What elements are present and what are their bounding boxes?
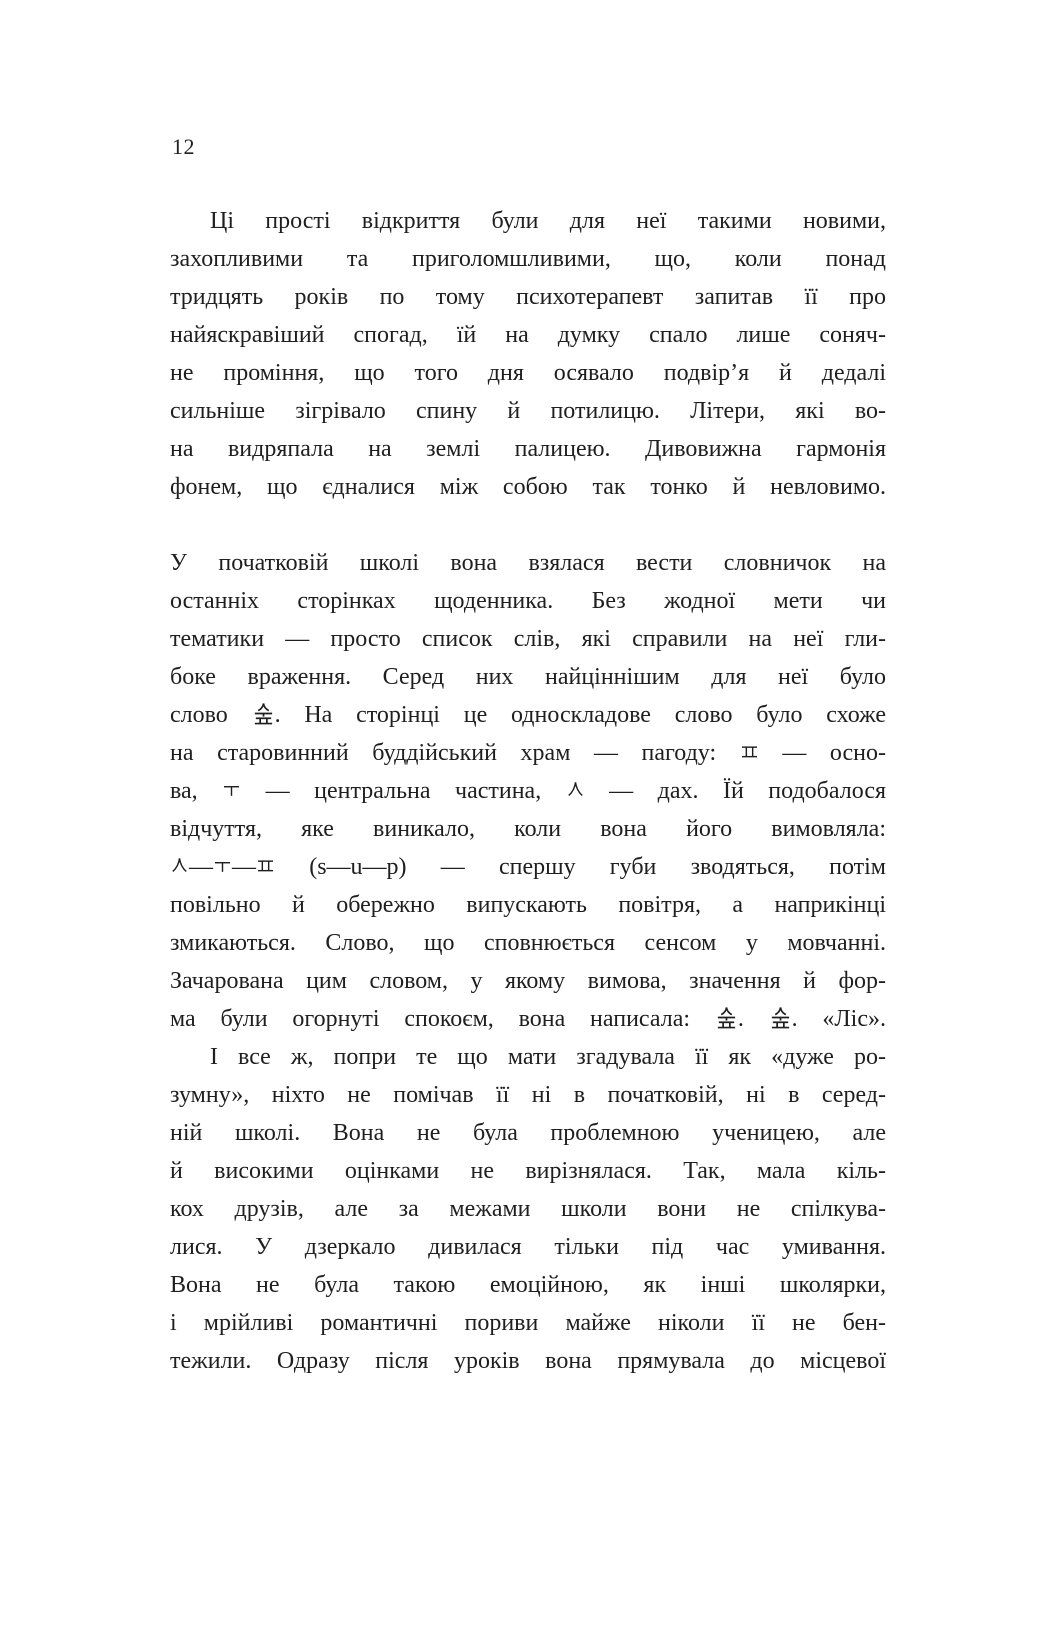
paragraph [170, 544, 886, 1038]
text-line: Ці прості відкриття були для неї такими новими, [210, 208, 886, 234]
text-line: останніх сторінках щоденника. Без жодної мети чи [170, 588, 886, 614]
text-line: тридцять років по тому психотерапевт запитав її про [170, 284, 886, 310]
hangul-jamo-s [170, 856, 189, 875]
hangul-syllable-sup [769, 1006, 792, 1029]
text-line: Зачарована цим словом, у якому вимова, значення й фор- [170, 968, 886, 994]
hangul-jamo-u [213, 856, 232, 875]
text-line: на видряпала на землі палицею. Дивовижна гармонія [170, 436, 886, 462]
text-line: не проміння, що того дня осявало подвір’я й дедалі [170, 360, 886, 386]
text-line: боке враження. Серед них найціннішим для неї було [170, 664, 886, 690]
text-line: лися. У дзеркало дивилася тільки під час умивання. [170, 1234, 886, 1260]
text-line: відчуття, яке виникало, коли вона його вимовляла: [170, 816, 886, 842]
text-line: — — (s—u—p) — спершу губи зводяться, потім [170, 848, 886, 886]
text-line: ма були огорнуті спокоєм, вона написала: . . «Ліс». [170, 1006, 886, 1032]
text-line: У початковій школі вона взялася вести словничок на [170, 550, 886, 576]
text-line: на старовинний буддійський храм — пагоду: — осно- [170, 740, 886, 766]
hangul-jamo-p [740, 742, 759, 761]
text-line: Вона не була такою емоційною, як інші школярки, [170, 1272, 886, 1298]
hangul-jamo-p [256, 856, 275, 875]
hangul-syllable-sup [715, 1006, 738, 1029]
paragraph [170, 1038, 886, 1380]
text-line: повільно й обережно випускають повітря, а наприкінці [170, 892, 886, 918]
text-line: зумну», ніхто не помічав її ні в початковій, ні в серед- [170, 1082, 886, 1108]
text-line: і мрійливі романтичні пориви майже ніколи її не бен- [170, 1310, 886, 1336]
text-line: фонем, що єдналися між собою так тонко й невловимо. [170, 474, 886, 500]
body-text [170, 202, 886, 1380]
paragraph [170, 202, 886, 506]
text-line: тематики — просто список слів, які справили на неї гли- [170, 626, 886, 652]
hangul-syllable-sup [252, 702, 275, 725]
text-line: найяскравіший спогад, їй на думку спало лише соняч- [170, 322, 886, 348]
text-line: змикаються. Слово, що сповнюється сенсом у мовчанні. [170, 930, 886, 956]
hangul-jamo-s [566, 780, 585, 799]
text-line: ва, — центральна частина, — дах. Їй подобалося [170, 778, 887, 804]
text-line: ній школі. Вона не була проблемною ученицею, але [170, 1120, 886, 1146]
text-line: тежили. Одразу після уроків вона прямувала до місцевої [170, 1348, 886, 1374]
text-line: слово . На сторінці це односкладове слово було схоже [170, 702, 887, 728]
text-line: кох друзів, але за межами школи вони не спілкува- [170, 1196, 886, 1222]
hangul-jamo-u [222, 780, 241, 799]
text-line: І все ж, попри те що мати згадувала її як «дуже ро- [210, 1044, 886, 1070]
text-line: сильніше зігрівало спину й потилицю. Літери, які во- [170, 398, 886, 424]
text-line: й високими оцінками не вирізнялася. Так, мала кіль- [170, 1158, 886, 1184]
page-number: 12 [172, 134, 195, 159]
text-line: захопливими та приголомшливими, що, коли понад [170, 246, 886, 272]
